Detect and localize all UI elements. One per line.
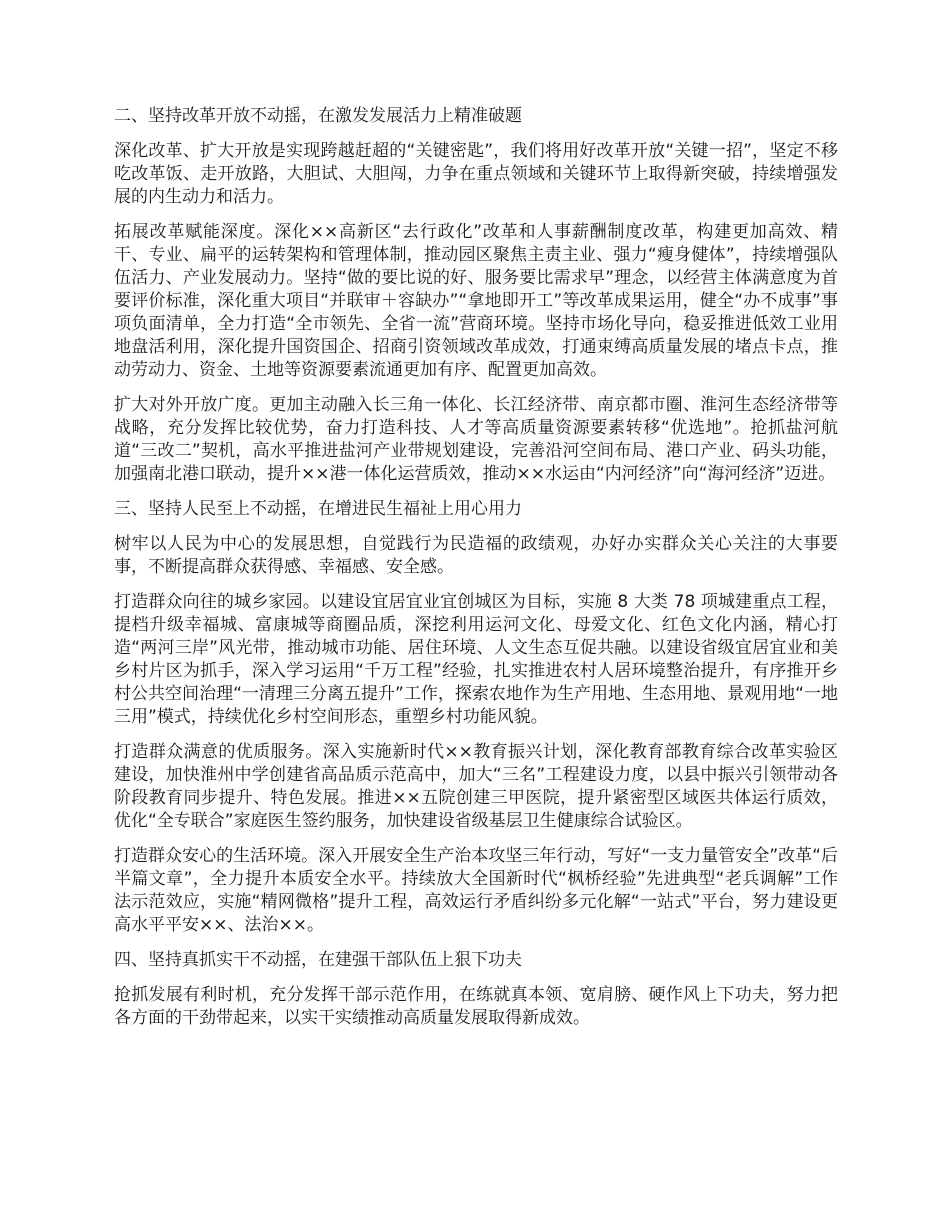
section-heading: 二、坚持改革开放不动摇，在激发发展活力上精准破题 bbox=[114, 106, 522, 126]
section-heading: 四、坚持真抓实干不动摇，在建强干部队伍上狠下功夫 bbox=[114, 950, 522, 970]
section-reform bbox=[114, 105, 838, 486]
section-heading: 三、坚持人民至上不动摇，在增进民生福祉上用心用力 bbox=[114, 499, 522, 519]
paragraph: 打造群众满意的优质服务。深入实施新时代××教育振兴计划，深化教育部教育综合改革实验区建设，加快淮州中学创建省高品质示范高中，加大“三名”工程建设力度，以县中振兴引领带动各阶段教育同步提升、特色发展。推进××五院创建三甲医院，提升紧密型区域医共体运行质效，优化“全专联合”家庭医生签约服务，加快建设省级基层卫生健康综合试验区。 bbox=[114, 742, 838, 831]
section-cadres bbox=[114, 949, 838, 1030]
paragraph: 深化改革、扩大开放是实现跨越赶超的“关键密匙”，我们将用好改革开放“关键一招”，坚定不移吃改革饭、走开放路，大胆试、大胆闯，力争在重点领域和关键环节上取得新突破，持续增强发展的内生动力和活力。 bbox=[114, 141, 838, 207]
paragraph: 树牢以人民为中心的发展思想，自觉践行为民造福的政绩观，办好办实群众关心关注的大事要事，不断提高群众获得感、幸福感、安全感。 bbox=[114, 534, 838, 577]
paragraph: 扩大对外开放广度。更加主动融入长三角一体化、长江经济带、南京都市圈、淮河生态经济带等战略，充分发挥比较优势，奋力打造科技、人才等高质量资源要素转移“优选地”。抢抓盐河航道“三改二”契机，高水平推进盐河产业带规划建设，完善沿河空间布局、港口产业、码头功能，加强南北港口联动，提升××港一体化运营质效，推动××水运由“内河经济”向“海河经济”迈进。 bbox=[114, 395, 838, 484]
section-livelihood bbox=[114, 498, 838, 937]
paragraph: 打造群众安心的生活环境。深入开展安全生产治本攻坚三年行动，写好“一支力量管安全”改革“后半篇文章”，全力提升本质安全水平。持续放大全国新时代“枫桥经验”先进典型“老兵调解”工作法示范效应，实施“精网微格”提升工程，高效运行矛盾纠纷多元化解“一站式”平台，努力建设更高水平平安××、法治××。 bbox=[114, 846, 838, 935]
paragraph: 抢抓发展有利时机，充分发挥干部示范作用，在练就真本领、宽肩膀、硬作风上下功夫，努力把各方面的干劲带起来，以实干实绩推动高质量发展取得新成效。 bbox=[114, 985, 838, 1028]
document-body bbox=[114, 105, 838, 1042]
paragraph: 打造群众向往的城乡家园。以建设宜居宜业宜创城区为目标，实施 8 大类 78 项城建重点工程，提档升级幸福城、富康城等商圈品质，深挖利用运河文化、母爱文化、红色文化内涵，精心打造“两河三岸”风光带，推动城市功能、居住环境、人文生态互促共融。以建设省级宜居宜业和美乡村片区为抓手，深入学习运用“千万工程”经验，扎实推进农村人居环境整治提升，有序推开乡村公共空间治理“一清理三分离五提升”工作，探索农地作为生产用地、生态用地、景观用地“一地三用”模式，持续优化乡村空间形态，重塑乡村功能风貌。 bbox=[114, 592, 838, 727]
paragraph: 拓展改革赋能深度。深化××高新区“去行政化”改革和人事薪酬制度改革，构建更加高效、精干、专业、扁平的运转架构和管理体制，推动园区聚焦主责主业、强力“瘦身健体”，持续增强队伍活力、产业发展动力。坚持“做的要比说的好、服务要比需求早”理念，以经营主体满意度为首要评价标准，深化重大项目“并联审＋容缺办”“拿地即开工”等改革成果运用，健全“办不成事”事项负面清单，全力打造“全市领先、全省一流”营商环境。坚持市场化导向，稳妥推进低效工业用地盘活利用，深化提升国资国企、招商引资领域改革成效，打通束缚高质量发展的堵点卡点，推动劳动力、资金、土地等资源要素流通更加有序、配置更加高效。 bbox=[114, 222, 838, 380]
